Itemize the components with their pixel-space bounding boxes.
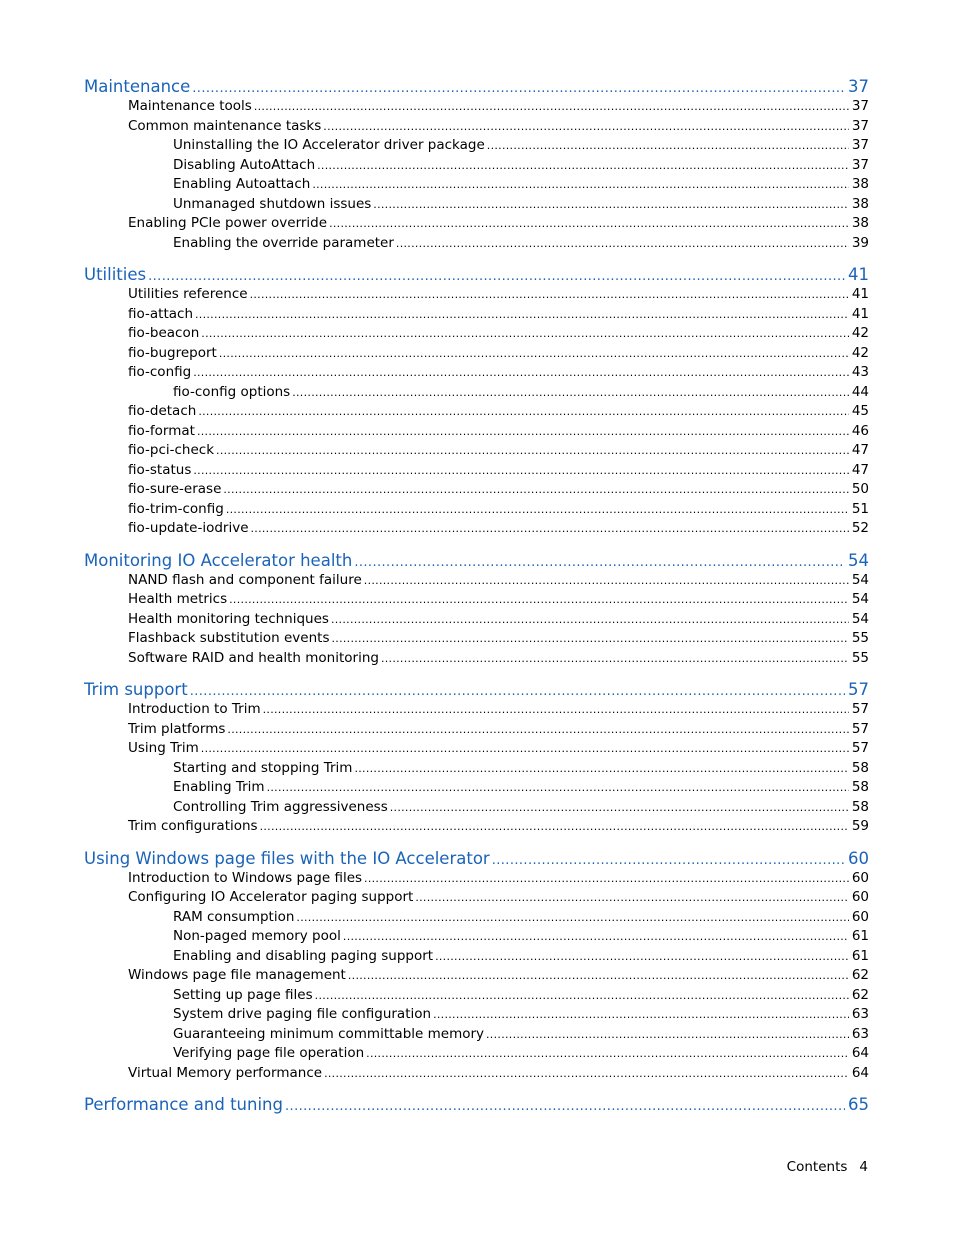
toc-section-link[interactable] xyxy=(84,345,869,365)
dot-leader xyxy=(229,593,849,606)
dot-leader xyxy=(251,522,849,535)
toc-entry-page: 54 xyxy=(848,550,869,570)
toc-entry-title: Unmanaged shutdown issues xyxy=(173,195,372,212)
toc-entry-title: Non-paged memory pool xyxy=(173,928,341,944)
toc-entry-page: 61 xyxy=(851,947,869,964)
dot-leader xyxy=(433,1008,849,1021)
page-footer xyxy=(787,1159,868,1175)
toc-entry-page: 55 xyxy=(851,630,869,646)
dot-leader xyxy=(292,386,849,399)
dot-leader xyxy=(381,652,849,665)
toc-section-link[interactable] xyxy=(84,701,869,721)
toc-entry-page: 50 xyxy=(851,481,869,497)
toc-entry-title: Virtual Memory performance xyxy=(128,1064,323,1081)
dot-leader xyxy=(364,872,849,885)
toc-entry-page: 37 xyxy=(848,77,869,96)
toc-entry-page: 54 xyxy=(851,610,869,627)
toc-section-link[interactable] xyxy=(84,740,869,760)
toc-entry-title: System drive paging file configuration xyxy=(173,1006,432,1022)
toc-entry-page: 44 xyxy=(851,383,869,400)
toc-section-link[interactable] xyxy=(84,572,869,592)
toc-entry-title: Trim platforms xyxy=(128,720,226,737)
toc-section-link[interactable] xyxy=(84,423,869,443)
toc-section-link[interactable] xyxy=(84,481,869,501)
toc-entry-page: 55 xyxy=(851,649,869,666)
table-of-contents xyxy=(84,77,869,1127)
toc-subsection-link[interactable] xyxy=(84,1006,869,1026)
toc-entry-title: fio-config options xyxy=(173,383,291,400)
toc-section-link[interactable] xyxy=(84,870,869,890)
toc-chapter-link[interactable] xyxy=(84,1095,869,1116)
dot-leader xyxy=(435,950,849,963)
toc-section-link[interactable] xyxy=(84,215,869,235)
toc-entry-title: Enabling PCIe power override xyxy=(128,215,328,231)
toc-subsection-link[interactable] xyxy=(84,760,869,780)
dot-leader xyxy=(267,781,849,794)
toc-subsection-link[interactable] xyxy=(84,1045,869,1065)
toc-subsection-link[interactable] xyxy=(84,196,869,216)
toc-entry-page: 47 xyxy=(851,442,869,458)
toc-entry-page: 57 xyxy=(851,701,869,717)
toc-entry-title: Verifying page file operation xyxy=(173,1045,365,1061)
toc-entry-title: fio-beacon xyxy=(128,325,200,341)
toc-section-link[interactable] xyxy=(84,364,869,384)
toc-entry-title: Disabling AutoAttach xyxy=(173,156,316,173)
toc-section-link[interactable] xyxy=(84,325,869,345)
toc-section-link[interactable] xyxy=(84,403,869,423)
toc-entry-page: 43 xyxy=(851,364,869,380)
toc-entry-title: fio-config xyxy=(128,364,192,380)
toc-entry-title: fio-attach xyxy=(128,305,193,322)
toc-entry-title: Trim configurations xyxy=(128,818,258,834)
dot-leader xyxy=(296,911,848,924)
toc-entry-page: 37 xyxy=(851,98,869,114)
dot-leader xyxy=(201,327,849,340)
toc-entry-page: 58 xyxy=(851,798,869,815)
toc-chapter-link[interactable] xyxy=(84,77,869,98)
dot-leader xyxy=(250,288,849,301)
toc-entry-title: Enabling Autoattach xyxy=(173,176,311,192)
dot-leader xyxy=(263,703,849,716)
dot-leader xyxy=(487,139,849,152)
dot-leader xyxy=(348,969,849,982)
dot-leader xyxy=(254,100,849,113)
toc-entry-title: Enabling the override parameter xyxy=(173,234,394,251)
dot-leader xyxy=(343,930,849,943)
toc-subsection-link[interactable] xyxy=(84,157,869,177)
toc-entry-title: Setting up page files xyxy=(173,986,313,1003)
toc-section xyxy=(84,849,869,1085)
toc-subsection-link[interactable] xyxy=(84,384,869,404)
toc-section-link[interactable] xyxy=(84,520,869,540)
dot-leader xyxy=(285,1099,845,1114)
dot-leader xyxy=(226,503,849,516)
toc-entry-title: Windows page file management xyxy=(128,967,346,983)
toc-entry-title: Utilities xyxy=(84,265,147,284)
dot-leader xyxy=(190,684,845,699)
toc-entry-page: 57 xyxy=(851,740,869,756)
toc-section xyxy=(84,265,869,540)
dot-leader xyxy=(201,742,849,755)
dot-leader xyxy=(219,347,849,360)
toc-entry-title: Using Trim xyxy=(128,740,199,756)
dot-leader xyxy=(329,217,849,230)
dot-leader xyxy=(415,891,848,904)
dot-leader xyxy=(260,820,849,833)
toc-section-link[interactable] xyxy=(84,818,869,838)
toc-entry-title: Health metrics xyxy=(128,591,228,607)
dot-leader xyxy=(193,366,849,379)
toc-subsection-link[interactable] xyxy=(84,799,869,819)
dot-leader xyxy=(486,1028,849,1041)
toc-subsection-link[interactable] xyxy=(84,948,869,968)
toc-entry-title: RAM consumption xyxy=(173,908,295,925)
toc-entry-title: Guaranteeing minimum committable memory xyxy=(173,1025,485,1042)
dot-leader xyxy=(373,198,849,211)
toc-entry-title: fio-update-iodrive xyxy=(128,520,249,536)
toc-entry-page: 62 xyxy=(851,967,869,983)
dot-leader xyxy=(312,178,849,191)
toc-entry-title: Software RAID and health monitoring xyxy=(128,649,379,666)
dot-leader xyxy=(148,269,845,284)
toc-subsection-link[interactable] xyxy=(84,909,869,929)
footer-label: Contents xyxy=(786,1159,848,1175)
toc-entry-page: 38 xyxy=(851,195,869,212)
toc-section-link[interactable] xyxy=(84,1065,869,1085)
toc-entry-title: Monitoring IO Accelerator health xyxy=(84,550,353,570)
toc-entry-page: 64 xyxy=(851,1045,869,1061)
toc-entry-title: Introduction to Windows page files xyxy=(128,869,363,886)
toc-entry-page: 57 xyxy=(851,720,869,737)
dot-leader xyxy=(323,120,849,133)
toc-entry-page: 41 xyxy=(848,265,869,284)
toc-entry-title: Configuring IO Accelerator paging support xyxy=(128,889,414,905)
toc-entry-title: fio-pci-check xyxy=(128,442,215,458)
toc-entry-page: 42 xyxy=(851,325,869,341)
toc-subsection-link[interactable] xyxy=(84,137,869,157)
toc-section-link[interactable] xyxy=(84,442,869,462)
dot-leader xyxy=(364,574,849,587)
toc-section-link[interactable] xyxy=(84,591,869,611)
toc-entry-title: Performance and tuning xyxy=(84,1095,283,1114)
toc-entry-title: Introduction to Trim xyxy=(128,701,261,717)
toc-entry-title: Trim support xyxy=(84,680,188,699)
toc-entry-title: fio-sure-erase xyxy=(128,481,222,497)
toc-section-link[interactable] xyxy=(84,967,869,987)
toc-entry-page: 58 xyxy=(851,779,869,795)
dot-leader xyxy=(195,308,849,321)
toc-section xyxy=(84,77,869,254)
toc-entry-page: 37 xyxy=(851,156,869,173)
toc-section-link[interactable] xyxy=(84,98,869,118)
dot-leader xyxy=(198,405,849,418)
toc-section-link[interactable] xyxy=(84,501,869,521)
toc-entry-title: Health monitoring techniques xyxy=(128,610,329,627)
toc-chapter-link[interactable] xyxy=(84,265,869,286)
dot-leader xyxy=(492,853,845,868)
toc-entry-page: 51 xyxy=(851,500,869,517)
toc-entry-page: 46 xyxy=(851,422,869,439)
toc-entry-page: 60 xyxy=(851,889,869,905)
dot-leader xyxy=(317,159,849,172)
toc-entry-title: NAND flash and component failure xyxy=(128,571,362,588)
toc-entry-title: Using Windows page files with the IO Accelerator xyxy=(84,848,490,868)
dot-leader xyxy=(315,989,849,1002)
toc-entry-page: 39 xyxy=(851,234,869,251)
toc-entry-title: fio-format xyxy=(128,422,195,439)
toc-chapter-link[interactable] xyxy=(84,551,869,572)
toc-entry-page: 60 xyxy=(851,869,869,886)
dot-leader xyxy=(396,237,849,250)
dot-leader xyxy=(354,762,848,775)
toc-entry-title: fio-detach xyxy=(128,403,197,419)
dot-leader xyxy=(354,555,845,570)
toc-section xyxy=(84,551,869,670)
dot-leader xyxy=(227,723,848,736)
toc-section-link[interactable] xyxy=(84,721,869,741)
toc-entry-page: 37 xyxy=(851,117,869,134)
toc-entry-page: 61 xyxy=(851,928,869,944)
toc-entry-page: 63 xyxy=(851,1006,869,1022)
toc-subsection-link[interactable] xyxy=(84,928,869,948)
toc-section-link[interactable] xyxy=(84,630,869,650)
toc-section-link[interactable] xyxy=(84,286,869,306)
toc-entry-page: 54 xyxy=(851,591,869,607)
toc-section-link[interactable] xyxy=(84,650,869,670)
toc-entry-title: Flashback substitution events xyxy=(128,630,330,646)
toc-entry-page: 57 xyxy=(848,680,869,699)
toc-section-link[interactable] xyxy=(84,118,869,138)
toc-entry-title: Enabling and disabling paging support xyxy=(173,947,434,964)
toc-chapter-link[interactable] xyxy=(84,849,869,870)
toc-entry-title: fio-bugreport xyxy=(128,344,217,361)
toc-entry-title: fio-trim-config xyxy=(128,500,224,517)
dot-leader xyxy=(324,1067,849,1080)
toc-entry-page: 63 xyxy=(851,1025,869,1042)
toc-entry-title: Maintenance xyxy=(84,77,191,96)
dot-leader xyxy=(366,1047,849,1060)
dot-leader xyxy=(192,81,845,96)
dot-leader xyxy=(331,632,848,645)
toc-section xyxy=(84,1095,869,1116)
dot-leader xyxy=(390,801,849,814)
dot-leader xyxy=(331,613,849,626)
dot-leader xyxy=(193,464,848,477)
toc-entry-page: 64 xyxy=(851,1064,869,1081)
dot-leader xyxy=(223,483,848,496)
toc-entry-title: fio-status xyxy=(128,461,192,478)
toc-subsection-link[interactable] xyxy=(84,1026,869,1046)
dot-leader xyxy=(216,444,849,457)
toc-section-link[interactable] xyxy=(84,462,869,482)
toc-entry-page: 37 xyxy=(851,137,869,153)
toc-subsection-link[interactable] xyxy=(84,235,869,255)
toc-entry-title: Utilities reference xyxy=(128,286,248,302)
toc-entry-page: 54 xyxy=(851,571,869,588)
toc-entry-title: Uninstalling the IO Accelerator driver package xyxy=(173,137,485,153)
toc-entry-page: 38 xyxy=(851,215,869,231)
toc-chapter-link[interactable] xyxy=(84,680,869,701)
toc-entry-page: 60 xyxy=(851,908,869,925)
toc-entry-page: 41 xyxy=(851,305,869,322)
toc-entry-page: 58 xyxy=(851,759,869,776)
toc-entry-page: 41 xyxy=(851,286,869,302)
toc-entry-page: 45 xyxy=(851,403,869,419)
dot-leader xyxy=(197,425,849,438)
toc-section-link[interactable] xyxy=(84,889,869,909)
toc-entry-page: 60 xyxy=(848,848,869,868)
toc-subsection-link[interactable] xyxy=(84,987,869,1007)
toc-entry-page: 62 xyxy=(851,986,869,1003)
toc-entry-title: Enabling Trim xyxy=(173,779,265,795)
toc-subsection-link[interactable] xyxy=(84,176,869,196)
toc-entry-page: 59 xyxy=(851,818,869,834)
toc-entry-page: 47 xyxy=(851,461,869,478)
toc-entry-page: 52 xyxy=(851,520,869,536)
toc-entry-title: Maintenance tools xyxy=(128,98,252,114)
toc-entry-page: 42 xyxy=(851,344,869,361)
toc-section-link[interactable] xyxy=(84,611,869,631)
toc-entry-title: Common maintenance tasks xyxy=(128,117,322,134)
toc-entry-title: Controlling Trim aggressiveness xyxy=(173,798,388,815)
page-number: 4 xyxy=(859,1159,868,1175)
toc-section-link[interactable] xyxy=(84,306,869,326)
toc-entry-title: Starting and stopping Trim xyxy=(173,759,353,776)
toc-subsection-link[interactable] xyxy=(84,779,869,799)
toc-entry-page: 65 xyxy=(848,1095,869,1114)
toc-section xyxy=(84,680,869,838)
toc-entry-page: 38 xyxy=(851,176,869,192)
